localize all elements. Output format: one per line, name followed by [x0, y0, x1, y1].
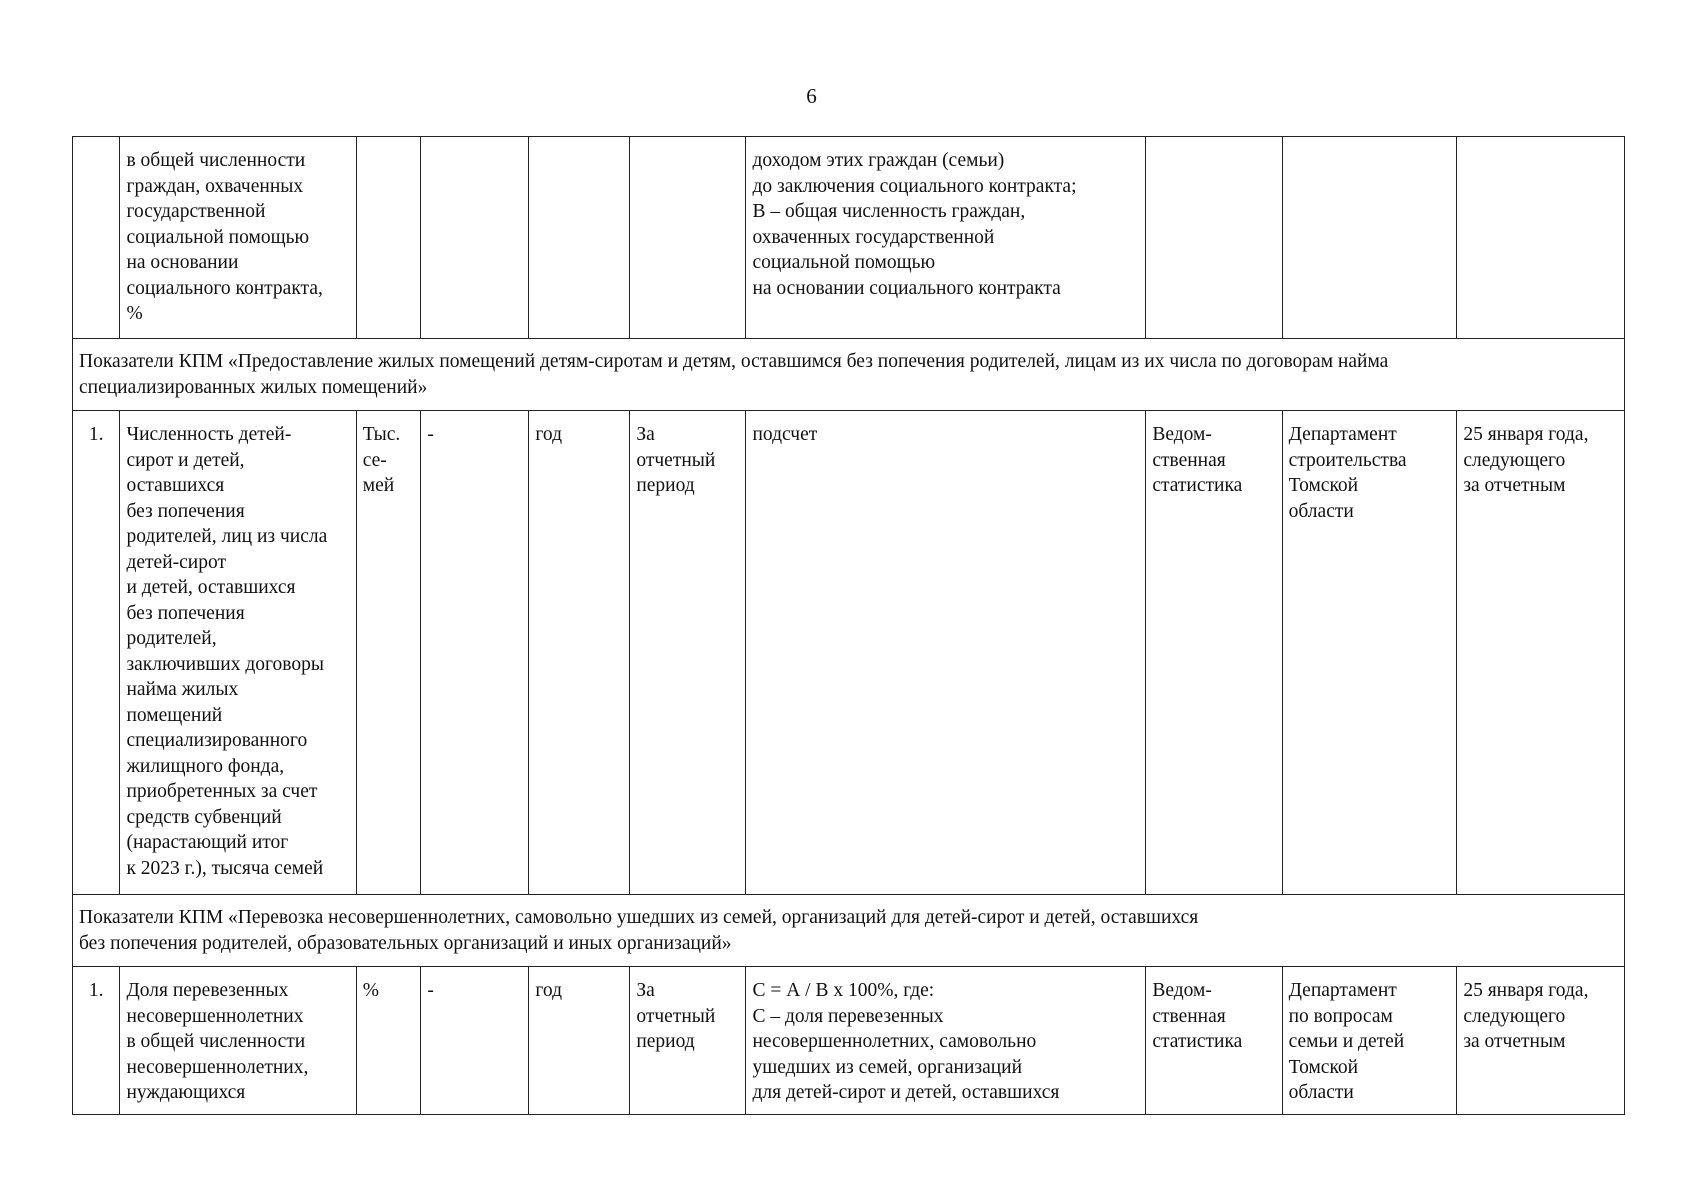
table-row	[73, 137, 1625, 339]
cell-number	[73, 137, 120, 339]
section-header-row	[73, 895, 1625, 967]
cell-timing	[630, 137, 746, 339]
cell-responsible: Департамент строительства Томской области	[1282, 411, 1457, 895]
cell-periodicity: год	[529, 411, 630, 895]
cell-number: 1.	[73, 967, 120, 1115]
table-row	[73, 411, 1625, 895]
section-title-line: Показатели КПМ «Предоставление жилых помещений детям-сиротам и детям, оставшимся без попечения родителей, лицам из их числа по договорам найма	[79, 351, 1389, 372]
cell-unit: %	[356, 967, 421, 1115]
cell-responsible	[1282, 137, 1457, 339]
cell-dash: -	[421, 967, 529, 1115]
cell-periodicity: год	[529, 967, 630, 1115]
section-title	[73, 339, 1625, 411]
cell-deadline: 25 января года, следующего за отчетным	[1457, 967, 1625, 1115]
indicators-table	[72, 136, 1625, 1115]
cell-method: доходом этих граждан (семьи) до заключения социального контракта; В – общая численность граждан, охваченных государственной социальной помощью на основании социального контракта	[746, 137, 1146, 339]
cell-unit	[356, 137, 421, 339]
page-number: 6	[806, 84, 817, 108]
cell-timing: За отчетный период	[630, 967, 746, 1115]
cell-number: 1.	[73, 411, 120, 895]
cell-method: С = А / В х 100%, где: С – доля перевезенных несовершеннолетних, самовольно ушедших из семей, организаций для детей-сирот и детей, оставшихся	[746, 967, 1146, 1115]
section-title	[73, 895, 1625, 967]
cell-deadline: 25 января года, следующего за отчетным	[1457, 411, 1625, 895]
section-title-line: специализированных жилых помещений»	[79, 376, 428, 398]
section-title-line: Показатели КПМ «Перевозка несовершеннолетних, самовольно ушедших из семей, организаций для детей-сирот и детей, оставшихся	[79, 907, 1199, 928]
table-row	[73, 967, 1625, 1115]
cell-source: Ведом- ственная статистика	[1146, 411, 1282, 895]
section-title-line: без попечения родителей, образовательных организаций и иных организаций»	[79, 932, 732, 954]
cell-responsible: Департамент по вопросам семьи и детей Томской области	[1282, 967, 1457, 1115]
section-header-row	[73, 339, 1625, 411]
cell-periodicity	[529, 137, 630, 339]
cell-indicator-name: в общей численности граждан, охваченных государственной социальной помощью на основании социального контракта, %	[120, 137, 356, 339]
cell-timing: За отчетный период	[630, 411, 746, 895]
cell-dash: -	[421, 411, 529, 895]
cell-indicator-name: Доля перевезенных несовершеннолетних в общей численности несовершеннолетних, нуждающихся	[120, 967, 356, 1115]
cell-indicator-name: Численность детей- сирот и детей, оставшихся без попечения родителей, лиц из числа детей-сирот и детей, оставшихся без попечения родителей, заключивших договоры найма жилых помещений специализированного жилищного фонда, приобретенных за счет средств субвенций (нарастающий итог к 2023 г.), тысяча семей	[120, 411, 356, 895]
cell-method: подсчет	[746, 411, 1146, 895]
cell-source	[1146, 137, 1282, 339]
cell-deadline	[1457, 137, 1625, 339]
cell-source: Ведом- ственная статистика	[1146, 967, 1282, 1115]
cell-dash	[421, 137, 529, 339]
cell-unit: Тыс. се- мей	[356, 411, 421, 895]
